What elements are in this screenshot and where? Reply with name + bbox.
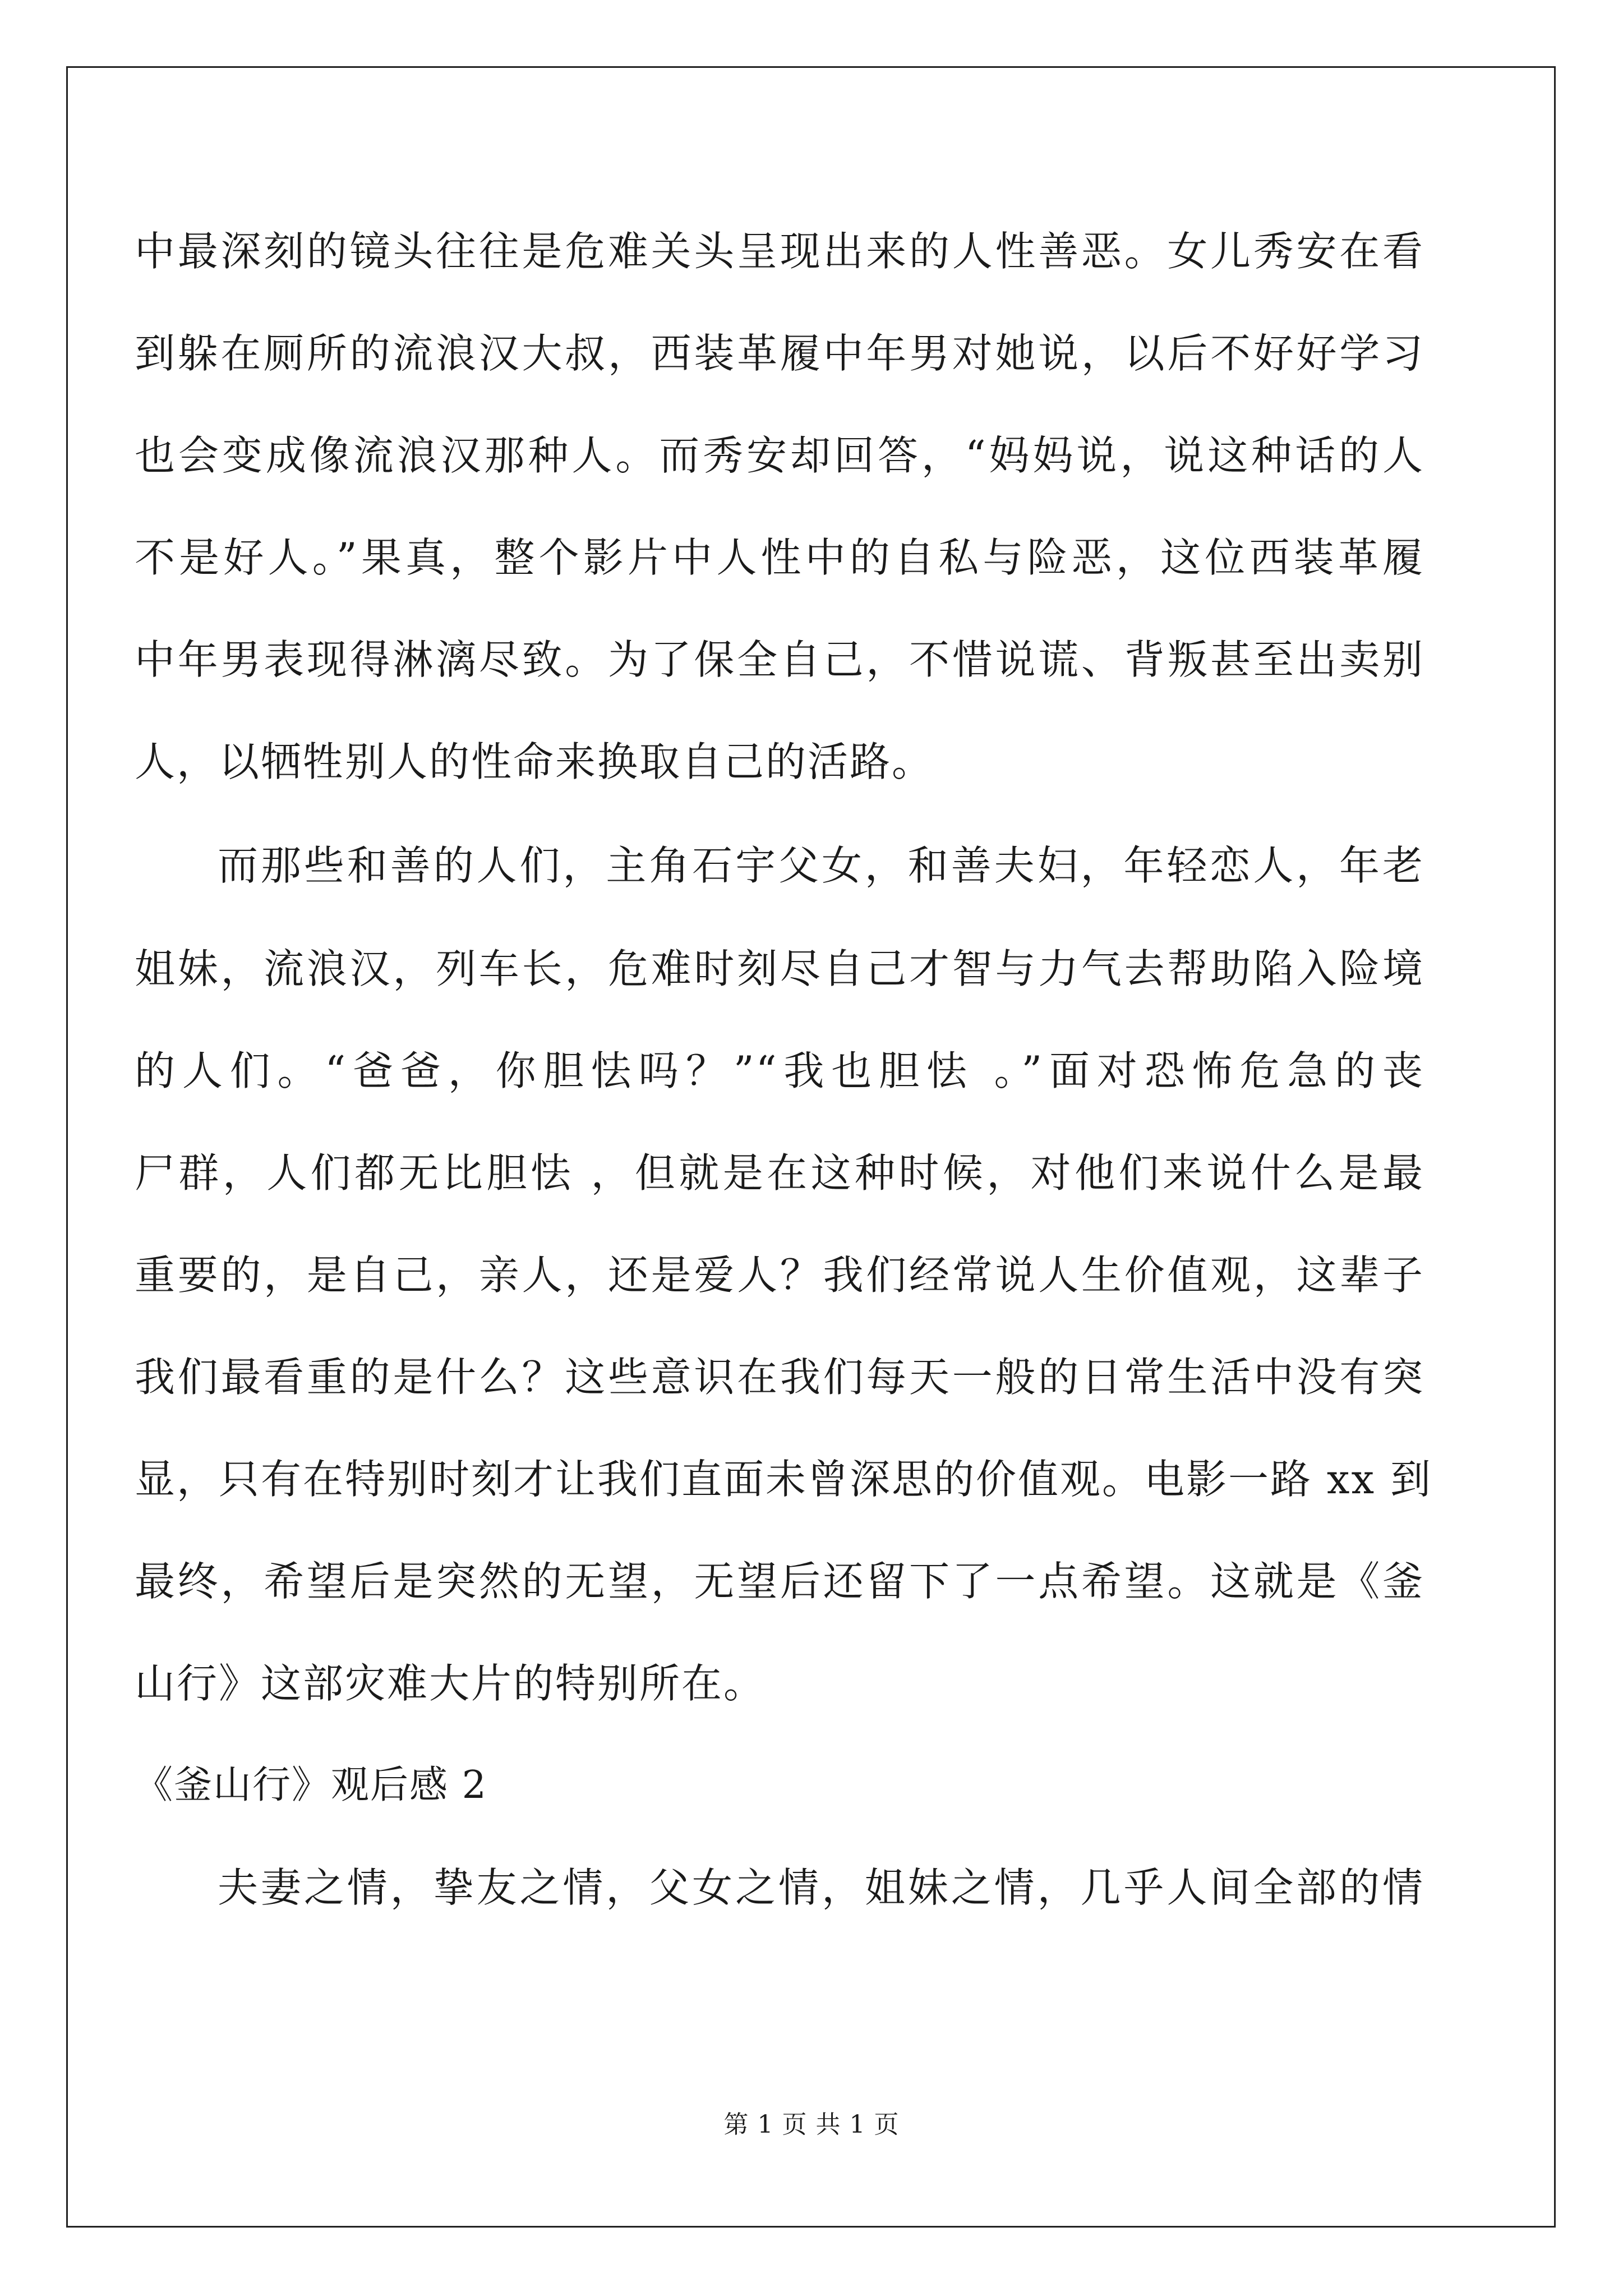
text-line: 中最深刻的镜头往往是危难关头呈现出来的人性善恶。女儿秀安在看 <box>135 228 1424 275</box>
text-line: 的人们。“爸爸，你胆怯吗？”“我也胆怯 。”面对恐怖危急的丧 <box>135 1047 1424 1094</box>
text-line: 尸群，人们都无比胆怯 ，但就是在这种时候，对他们来说什么是最 <box>135 1149 1424 1197</box>
text-line: 不是好人。”果真，整个影片中人性中的自私与险恶，这位西装革履 <box>135 534 1424 581</box>
page-footer: 第 1 页 共 1 页 <box>723 2110 900 2139</box>
text-line: 人，以牺牲别人的性命来换取自己的活路。 <box>135 738 934 785</box>
text-line: 到躲在厕所的流浪汉大叔，西装革履中年男对她说，以后不好好学习 <box>135 330 1424 377</box>
text-line: 也会变成像流浪汉那种人。而秀安却回答，“妈妈说，说这种话的人 <box>135 432 1424 479</box>
text-line: 最终，希望后是突然的无望，无望后还留下了一点希望。这就是《釜 <box>135 1558 1424 1605</box>
text-line: 显，只有在特别时刻才让我们直面未曾深思的价值观。电影一路 xx 到 <box>135 1456 1432 1503</box>
text-line: 中年男表现得淋漓尽致。为了保全自己，不惜说谎、背叛甚至出卖别 <box>135 636 1424 683</box>
paragraph-start-line: 而那些和善的人们，主角石宇父女，和善夫妇，年轻恋人，年老 <box>218 842 1424 889</box>
paragraph-start-line: 夫妻之情，挚友之情，父女之情，姐妹之情，几乎人间全部的情 <box>218 1864 1424 1911</box>
text-line: 山行》这部灾难大片的特别所在。 <box>135 1660 766 1707</box>
text-line: 我们最看重的是什么？这些意识在我们每天一般的日常生活中没有突 <box>135 1354 1424 1401</box>
text-line: 重要的，是自己，亲人，还是爱人？我们经常说人生价值观，这辈子 <box>135 1251 1424 1299</box>
text-line: 姐妹，流浪汉，列车长，危难时刻尽自己才智与力气去帮助陷入险境 <box>135 945 1424 992</box>
section-heading: 《釜山行》观后感 2 <box>135 1763 487 1807</box>
